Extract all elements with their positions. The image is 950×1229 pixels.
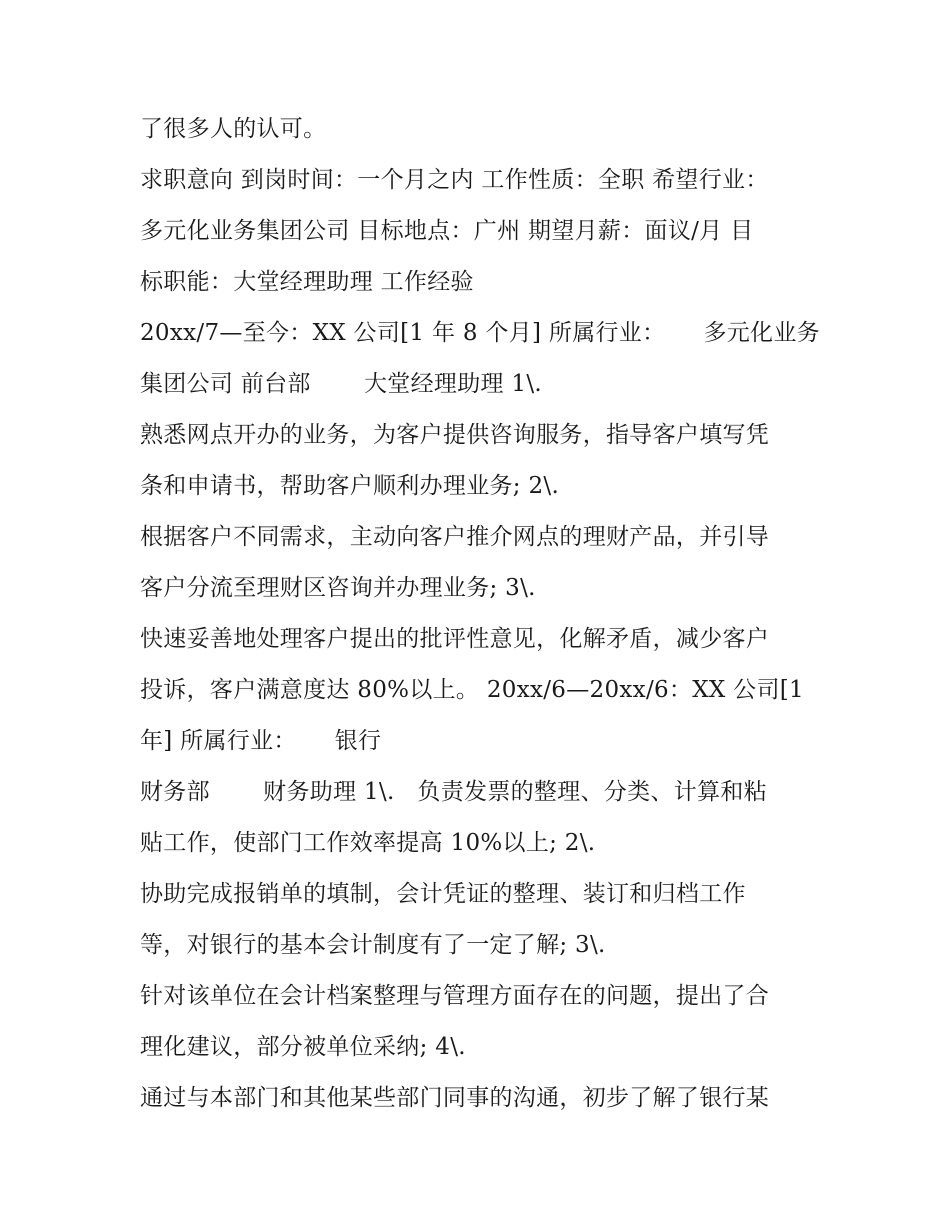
text-line: 协助完成报销单的填制，会计凭证的整理、装订和归档工作 (140, 881, 746, 907)
text-line: 集团公司 前台部 大堂经理助理 1\. (140, 371, 542, 397)
text-line: 理化建议，部分被单位采纳; 4\. (140, 1034, 466, 1060)
text-line: 投诉，客户满意度达 80%以上。 20xx/6—20xx/6：XX 公司[1 (140, 677, 804, 703)
text-line: 年] 所属行业： 银行 (140, 728, 382, 754)
text-line: 熟悉网点开办的业务，为客户提供咨询服务，指导客户填写凭 (140, 422, 770, 448)
text-line: 贴工作，使部门工作效率提高 10%以上; 2\. (140, 830, 596, 856)
text-line: 标职能：大堂经理助理 工作经验 (140, 269, 474, 295)
text-line: 客户分流至理财区咨询并办理业务; 3\. (140, 575, 536, 601)
text-line: 根据客户不同需求，主动向客户推介网点的理财产品，并引导 (140, 524, 770, 550)
text-line: 通过与本部门和其他某些部门同事的沟通，初步了解了银行某 (140, 1085, 770, 1111)
text-line: 财务部 财务助理 1\. 负责发票的整理、分类、计算和粘 (140, 779, 767, 805)
text-line: 快速妥善地处理客户提出的批评性意见，化解矛盾，减少客户 (140, 626, 770, 652)
text-line: 多元化业务集团公司 目标地点：广州 期望月薪：面议/月 目 (140, 218, 754, 244)
text-line: 求职意向 到岗时间：一个月之内 工作性质：全职 希望行业： (140, 167, 769, 193)
text-line: 针对该单位在会计档案整理与管理方面存在的问题，提出了合 (140, 983, 770, 1009)
text-line: 等，对银行的基本会计制度有了一定了解; 3\. (140, 932, 606, 958)
text-line: 20xx/7—至今：XX 公司[1 年 8 个月] 所属行业： 多元化业务 (140, 320, 820, 346)
text-line: 条和申请书，帮助客户顺利办理业务; 2\. (140, 473, 560, 499)
document-body (140, 104, 830, 1124)
text-line: 了很多人的认可。 (140, 116, 327, 142)
